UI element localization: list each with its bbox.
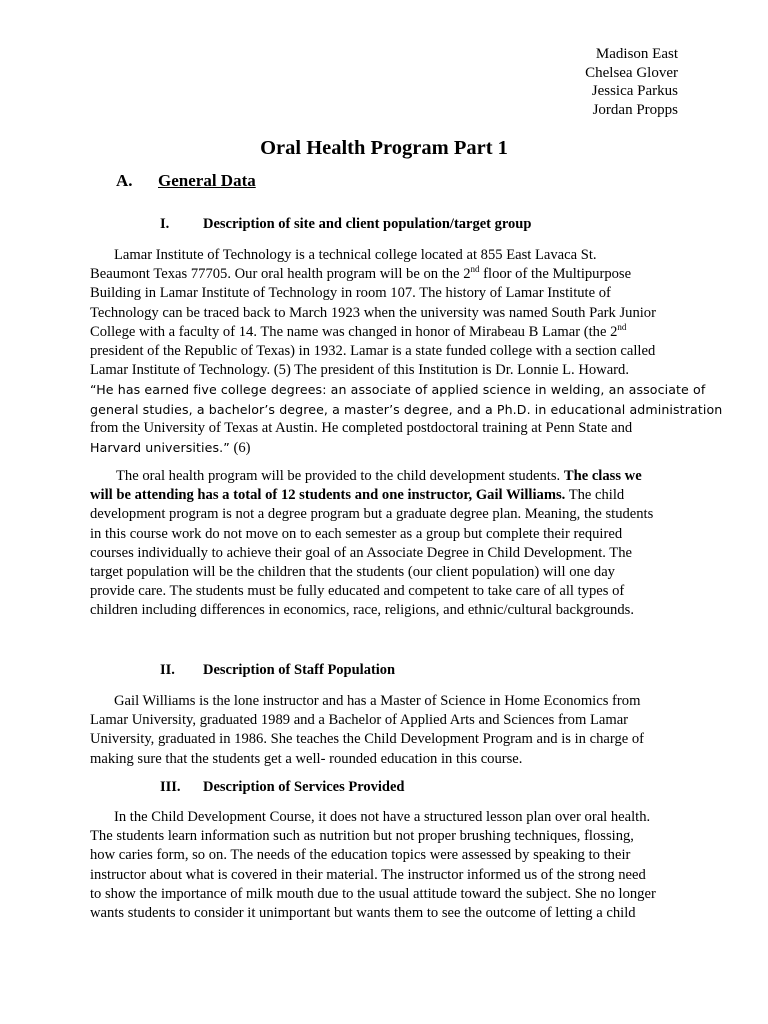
quote-line: general studies, a bachelor’s degree, a master’s degree, and a Ph.D. in educational administration bbox=[90, 401, 723, 417]
text-line: University, graduated in 1986. She teaches the Child Development Program and is in charge of bbox=[90, 731, 645, 748]
section-title: General Data bbox=[158, 171, 256, 190]
author-name: Chelsea Glover bbox=[585, 64, 678, 81]
text-line: how caries form, so on. The needs of the education topics were assessed by speaking to their bbox=[90, 847, 631, 864]
author-name: Madison East bbox=[595, 46, 678, 62]
text-line: will be attending has a total of 12 students and one instructor, Gail Williams. The child bbox=[90, 487, 625, 504]
text-line: Lamar Institute of Technology. (5) The president of this Institution is Dr. Lonnie L. Howard. bbox=[90, 362, 629, 379]
paragraph-program-description bbox=[90, 467, 680, 621]
text-line: to show the importance of milk mouth due to the usual attitude toward the subject. She no longer bbox=[90, 885, 656, 902]
author-list bbox=[585, 45, 678, 119]
text-line: In the Child Development Course, it does not have a structured lesson plan over oral health. bbox=[114, 809, 651, 825]
text-line: courses individually to achieve their goal of an Associate Degree in Child Development. The bbox=[90, 544, 632, 561]
text-line: Technology can be traced back to March 1923 when the university was named South Park Junior bbox=[90, 304, 656, 321]
text-line: The oral health program will be provided to the child development students. The class we bbox=[116, 468, 642, 484]
text-line: Lamar Institute of Technology is a technical college located at 855 East Lavaca St. bbox=[114, 247, 597, 263]
text-line: Building in Lamar Institute of Technology in room 107. The history of Lamar Institute of bbox=[90, 285, 611, 302]
text-line: Lamar University, graduated 1989 and a Bachelor of Applied Arts and Sciences from Lamar bbox=[90, 712, 629, 729]
document-title: Oral Health Program Part 1 bbox=[260, 137, 508, 159]
paragraph-services-description bbox=[90, 808, 680, 923]
text-line: provide care. The students must be fully educated and competent to take care of all types of bbox=[90, 583, 625, 600]
subsection-number: I. bbox=[160, 216, 170, 232]
quote-line: “He has earned five college degrees: an associate of applied science in welding, an associate of bbox=[90, 382, 706, 398]
subsection-heading-2 bbox=[160, 662, 395, 679]
text-line: president of the Republic of Texas) in 1932. Lamar is a state funded college with a section called bbox=[90, 343, 656, 360]
subsection-heading-1 bbox=[160, 216, 531, 233]
text-line: Gail Williams is the lone instructor and has a Master of Science in Home Economics from bbox=[114, 693, 641, 709]
subsection-number: III. bbox=[160, 779, 181, 795]
text-line: development program is not a degree program but a graduate degree plan. Meaning, the students bbox=[90, 506, 654, 523]
section-number: A. bbox=[116, 171, 133, 190]
subsection-number: II. bbox=[160, 662, 175, 678]
text-line: wants students to consider it unimportant but wants them to see the outcome of letting a child bbox=[90, 905, 636, 922]
text-line: target population will be the children that the students (our client population) will one day bbox=[90, 564, 615, 581]
subsection-title: Description of Services Provided bbox=[203, 779, 405, 795]
subsection-title: Description of Staff Population bbox=[203, 662, 396, 678]
text-line: from the University of Texas at Austin. He completed postdoctoral training at Penn State and bbox=[90, 419, 633, 436]
section-a-heading bbox=[116, 171, 256, 191]
paragraph-staff-description bbox=[90, 692, 680, 769]
paragraph-site-description bbox=[90, 246, 723, 458]
subsection-title: Description of site and client population/target group bbox=[203, 216, 532, 232]
text-line: children including differences in economics, race, religions, and ethnic/cultural backgrounds. bbox=[90, 602, 634, 619]
text-line: College with a faculty of 14. The name was changed in honor of Mirabeau B Lamar (the 2nd bbox=[90, 321, 627, 340]
text-line: Beaumont Texas 77705. Our oral health program will be on the 2nd floor of the Multipurpose bbox=[90, 264, 632, 283]
text-line: instructor about what is covered in their material. The instructor informed us of the strong need bbox=[90, 866, 646, 883]
author-name: Jessica Parkus bbox=[591, 83, 678, 99]
subsection-heading-3 bbox=[160, 779, 405, 796]
text-line: The students learn information such as nutrition but not proper brushing techniques, flossing, bbox=[90, 828, 634, 845]
text-line: in this course work do not move on to each semester as a group but complete their required bbox=[90, 525, 623, 542]
author-name: Jordan Propps bbox=[592, 101, 678, 118]
text-line: Harvard universities.” (6) bbox=[90, 440, 251, 457]
text-line: making sure that the students get a well- rounded education in this course. bbox=[90, 750, 523, 767]
